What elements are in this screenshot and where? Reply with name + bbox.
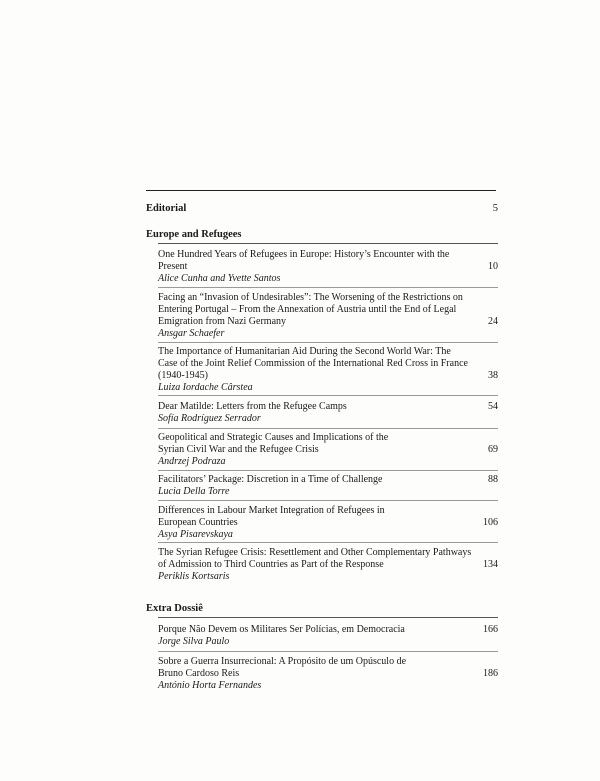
entry-page: 88 — [488, 474, 498, 485]
entry-page: 38 — [488, 370, 498, 381]
toc-entry[interactable] — [158, 656, 498, 692]
entry-divider — [158, 542, 498, 543]
entry-title: Geopolitical and Strategic Causes and Implications of the Syrian Civil War and the Refugee Crisis — [158, 432, 389, 455]
entry-divider — [158, 287, 498, 288]
section-label: Extra Dossiê — [146, 603, 203, 614]
entry-author: Ansgar Schaefer — [158, 328, 225, 339]
entry-author: Lucia Della Torre — [158, 486, 230, 497]
section-heading-europe — [146, 229, 498, 241]
entry-page: 186 — [483, 668, 498, 679]
entry-author: Jorge Silva Paulo — [158, 636, 230, 647]
section-label: Europe and Refugees — [146, 229, 242, 240]
entry-author: Andrzej Podraza — [158, 456, 226, 467]
entry-page: 10 — [488, 261, 498, 272]
toc-entry[interactable] — [158, 547, 498, 583]
entry-title: Dear Matilde: Letters from the Refugee Camps — [158, 401, 347, 412]
toc-entry[interactable] — [158, 505, 498, 541]
entry-title: One Hundred Years of Refugees in Europe: History’s Encounter with the Present — [158, 249, 450, 272]
section-divider — [158, 243, 498, 244]
entry-title: Sobre a Guerra Insurrecional: A Propósito de um Opúsculo de Bruno Cardoso Reis — [158, 656, 407, 679]
toc-entry[interactable] — [158, 474, 498, 498]
entry-page: 69 — [488, 444, 498, 455]
entry-author: António Horta Fernandes — [158, 680, 262, 691]
entry-title: The Importance of Humanitarian Aid During the Second World War: The Case of the Joint Relief Commission of the International Red Cross in France (1940-1945) — [158, 346, 468, 381]
toc-entry[interactable] — [158, 624, 498, 648]
toc-entry[interactable] — [158, 346, 498, 394]
section-heading-extra — [146, 603, 498, 615]
toc-editorial[interactable] — [146, 203, 498, 215]
entry-title: Facing an “Invasion of Undesirables”: The Worsening of the Restrictions on Entering Portugal – From the Annexation of Austria until the End of Legal Emigration from Nazi Germany — [158, 292, 463, 327]
entry-title: Porque Não Devem os Militares Ser Polícias, em Democracia — [158, 624, 405, 635]
entry-author: Alice Cunha and Yvette Santos — [158, 273, 281, 284]
entry-title: The Syrian Refugee Crisis: Resettlement and Other Complementary Pathways of Admission to Third Countries as Part of the Response — [158, 547, 472, 570]
entry-page: 166 — [483, 624, 498, 635]
entry-author: Luiza Iordache Cârstea — [158, 382, 253, 393]
entry-divider — [158, 428, 498, 429]
entry-divider — [158, 342, 498, 343]
entry-page: 24 — [488, 316, 498, 327]
toc-entry[interactable] — [158, 249, 498, 285]
entry-page: 106 — [483, 517, 498, 528]
toc-entry[interactable] — [158, 432, 498, 468]
entry-divider — [158, 470, 498, 471]
entry-divider — [158, 500, 498, 501]
toc-entry[interactable] — [158, 292, 498, 340]
editorial-page: 5 — [492, 203, 498, 214]
entry-author: Asya Pisarevskaya — [158, 529, 233, 540]
section-divider — [158, 617, 498, 618]
entry-author: Sofía Rodríguez Serrador — [158, 413, 261, 424]
toc-entry[interactable] — [158, 401, 498, 425]
top-rule — [146, 190, 496, 191]
entry-page: 134 — [483, 559, 498, 570]
editorial-label: Editorial — [146, 203, 187, 214]
entry-title: Facilitators’ Package: Discretion in a Time of Challenge — [158, 474, 383, 485]
entry-page: 54 — [488, 401, 498, 412]
entry-title: Differences in Labour Market Integration of Refugees in European Countries — [158, 505, 385, 528]
entry-divider — [158, 651, 498, 652]
entry-author: Periklis Kortsaris — [158, 571, 230, 582]
entry-divider — [158, 395, 498, 396]
